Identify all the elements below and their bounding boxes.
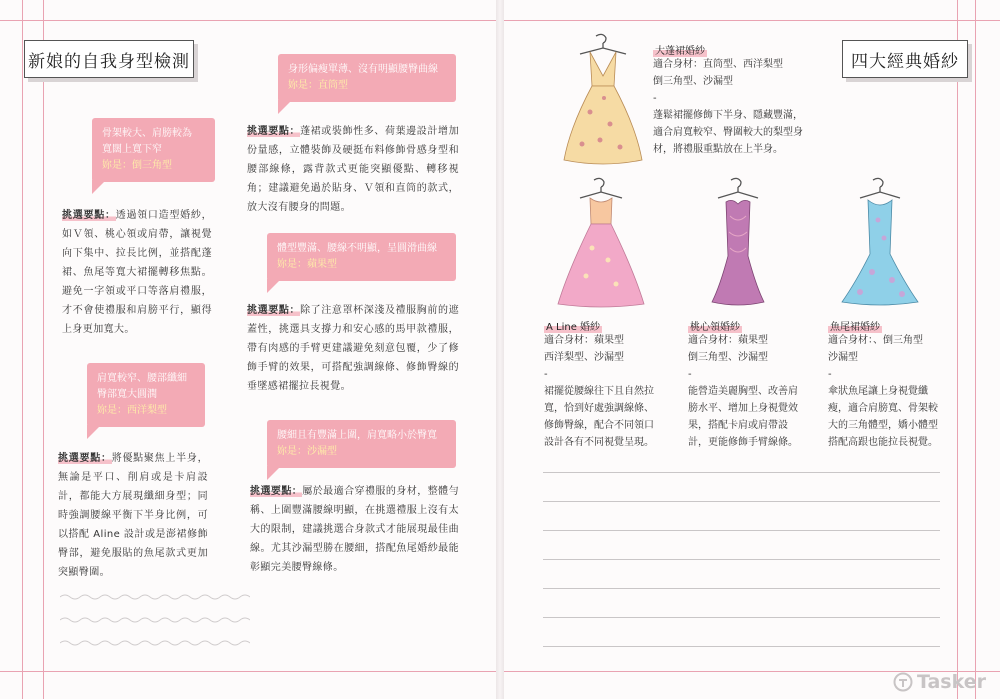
- desc-line: 修飾臀線，配合不同領口: [544, 420, 654, 431]
- bubble-apple: [267, 233, 456, 281]
- desc-line: 傘狀魚尾讓上身視覺纖: [828, 386, 928, 397]
- desc-line: 膀水平、增加上身視覺效: [688, 403, 798, 414]
- tip-text: 蓬裙或裝飾性多、荷葉邊設計增加份量感，立體裝飾及硬挺布料修飾骨感身型和腰部線條，露背款式更能突顯優點、轉移視角；建議避免過於貼身、Ｖ領和直筒的款式，放大沒有腰身的問題。: [247, 126, 460, 213]
- dress-name-mermaid: 魚尾裙婚紗: [828, 318, 882, 333]
- bubble-hourglass: [267, 420, 456, 468]
- note-line: [543, 646, 940, 647]
- note-line: [543, 588, 940, 589]
- dress-name-sweetheart: 桃心領婚紗: [688, 318, 742, 333]
- desc-line: 西洋梨型、沙漏型: [544, 352, 624, 363]
- dress-name-a-line: A Line 婚紗: [544, 318, 602, 333]
- desc-line: 大的三角體型，嬌小體型: [828, 420, 938, 431]
- decorative-wave-line: [60, 616, 250, 624]
- tip-text: 將優點聚焦上半身，無論是平口、削肩或是卡肩設計，都能大方展現纖細身型；同時強調腰線平衡下半身比例，可以搭配 Aline 設計或是澎裙修飾臀部，避免服貼的魚尾款式更加突顯臀圍。: [58, 453, 209, 578]
- desc-line: 設計各有不同視覺呈現。: [544, 437, 654, 448]
- tip-paragraph-hourglass: [250, 482, 459, 577]
- dress-desc-sweetheart: [688, 332, 798, 451]
- desc-line: -: [653, 93, 657, 104]
- note-line: [543, 501, 940, 502]
- tip-paragraph-inverted-triangle: [62, 206, 212, 339]
- note-line: [543, 472, 940, 473]
- bubble-line: 寬闊上寬下窄: [102, 144, 162, 155]
- dress-desc-a-line: [544, 332, 654, 451]
- bubble-straight: [278, 54, 456, 102]
- mermaid-dress-illustration: [838, 176, 922, 310]
- body-type-result: 妳是：西洋梨型: [97, 405, 167, 416]
- body-type-result: 妳是：倒三角型: [102, 160, 172, 171]
- desc-line: 適合身材：蘋果型: [688, 335, 768, 346]
- frame-line-right-inner: [957, 0, 958, 699]
- tip-key-label: 挑選要點：: [58, 453, 112, 464]
- bubble-line: 骨架較大、肩膀較為: [102, 128, 192, 139]
- note-line: [543, 559, 940, 560]
- ball-gown-illustration: [560, 32, 646, 166]
- note-line: [543, 530, 940, 531]
- tip-key-label: 挑選要點：: [62, 210, 116, 221]
- bubble-line: 身形偏瘦單薄、沒有明顯腰臀曲線: [288, 64, 438, 75]
- desc-line: 倒三角型、沙漏型: [653, 76, 733, 87]
- tip-key-label: 挑選要點：: [247, 126, 301, 137]
- desc-line: 果，搭配卡肩或肩帶設: [688, 420, 788, 431]
- tip-key-label: 挑選要點：: [247, 305, 301, 316]
- body-type-result: 妳是：沙漏型: [277, 446, 337, 457]
- sweetheart-dress-illustration: [706, 176, 770, 310]
- desc-line: 計，更能修飾手臂線條。: [688, 437, 798, 448]
- tip-text: 屬於最適合穿禮服的身材，整體勻稱、上圍豐滿腰線明顯，在挑選禮服上沒有太大的限制，建議挑選合身款式才能展現最佳曲線。尤其沙漏型勝在腰細，搭配魚尾婚紗最能彰顯完美腰臀線條。: [250, 486, 460, 573]
- tasker-logo-icon: [893, 672, 913, 692]
- desc-line: -: [688, 369, 692, 380]
- dress-name-ball-gown: 大蓬裙婚紗: [653, 42, 707, 57]
- desc-line: 適合肩寬較窄、臀圍較大的梨型身: [653, 127, 803, 138]
- desc-line: 裙擺從腰線往下且自然拉: [544, 386, 654, 397]
- bubble-line: 體型豐滿、腰線不明顯，呈圓滑曲線: [277, 243, 437, 254]
- tip-key-label: 挑選要點：: [250, 486, 303, 497]
- bubble-line: 肩寬較窄、腰部纖細: [97, 373, 187, 384]
- decorative-wave-line: [60, 639, 250, 647]
- desc-line: 適合身材：直筒型、西洋梨型: [653, 59, 783, 70]
- tip-text: 除了注意罩杯深淺及禮服胸前的遮蓋性，挑選具支撐力和安心感的馬甲款禮服，帶有肉感的手臂更建議避免刻意包覆，少了修飾手臂的效果，可搭配強調線條、修飾臀線的垂墜感裙擺拉長視覺。: [247, 305, 460, 392]
- desc-line: 適合身材：蘋果型: [544, 335, 624, 346]
- dress-desc-mermaid: [828, 332, 938, 451]
- tasker-logo: [893, 671, 986, 693]
- bubble-line: 臀部寬大圓潤: [97, 389, 157, 400]
- dress-desc-ball-gown: [653, 56, 803, 158]
- frame-line-left-inner: [43, 0, 44, 699]
- desc-line: 材，將禮服重點放在上半身。: [653, 144, 783, 155]
- desc-line: -: [828, 369, 832, 380]
- book-spine: [496, 0, 504, 699]
- decorative-wave-line: [60, 593, 250, 601]
- desc-line: 瘦，適合肩膀寬、骨架較: [828, 403, 938, 414]
- desc-line: 倒三角型、沙漏型: [688, 352, 768, 363]
- frame-line-right-outer: [975, 0, 976, 699]
- body-type-result: 妳是：直筒型: [288, 80, 348, 91]
- frame-line-left-outer: [22, 0, 23, 699]
- bubble-pear: [87, 363, 205, 427]
- body-type-result: 妳是：蘋果型: [277, 259, 337, 270]
- right-page-title: 四大經典婚紗: [842, 40, 968, 78]
- desc-line: 適合身材：、倒三角型: [828, 335, 923, 346]
- left-page-title: 新娘的自我身型檢測: [24, 40, 194, 78]
- tip-paragraph-pear: [58, 449, 208, 582]
- desc-line: 能營造美麗胸型、改善肩: [688, 386, 798, 397]
- logo-text: Tasker: [916, 671, 986, 693]
- desc-line: 搭配高跟也能拉長視覺。: [828, 437, 938, 448]
- desc-line: 蓬鬆裙擺修飾下半身、隱藏豐滿，: [653, 110, 803, 121]
- desc-line: 寬，恰到好處強調線條、: [544, 403, 654, 414]
- tip-paragraph-apple: [247, 301, 459, 396]
- a-line-dress-illustration: [556, 176, 646, 310]
- note-line: [543, 617, 940, 618]
- desc-line: 沙漏型: [828, 352, 858, 363]
- bubble-line: 腰細且有豐滿上圍，肩寬略小於臀寬: [277, 430, 437, 441]
- tip-paragraph-straight: [247, 122, 459, 217]
- desc-line: -: [544, 369, 548, 380]
- tip-text: 透過領口造型婚紗，如Ｖ領、桃心領或肩帶，讓視覺向下集中、拉長比例，並搭配蓬裙、魚尾等寬大裙擺轉移焦點。避免一字領或平口等落肩禮服，才不會使禮服和肩膀平行，顯得上身更加寬大。: [62, 210, 213, 335]
- bubble-inverted-triangle: [92, 118, 215, 182]
